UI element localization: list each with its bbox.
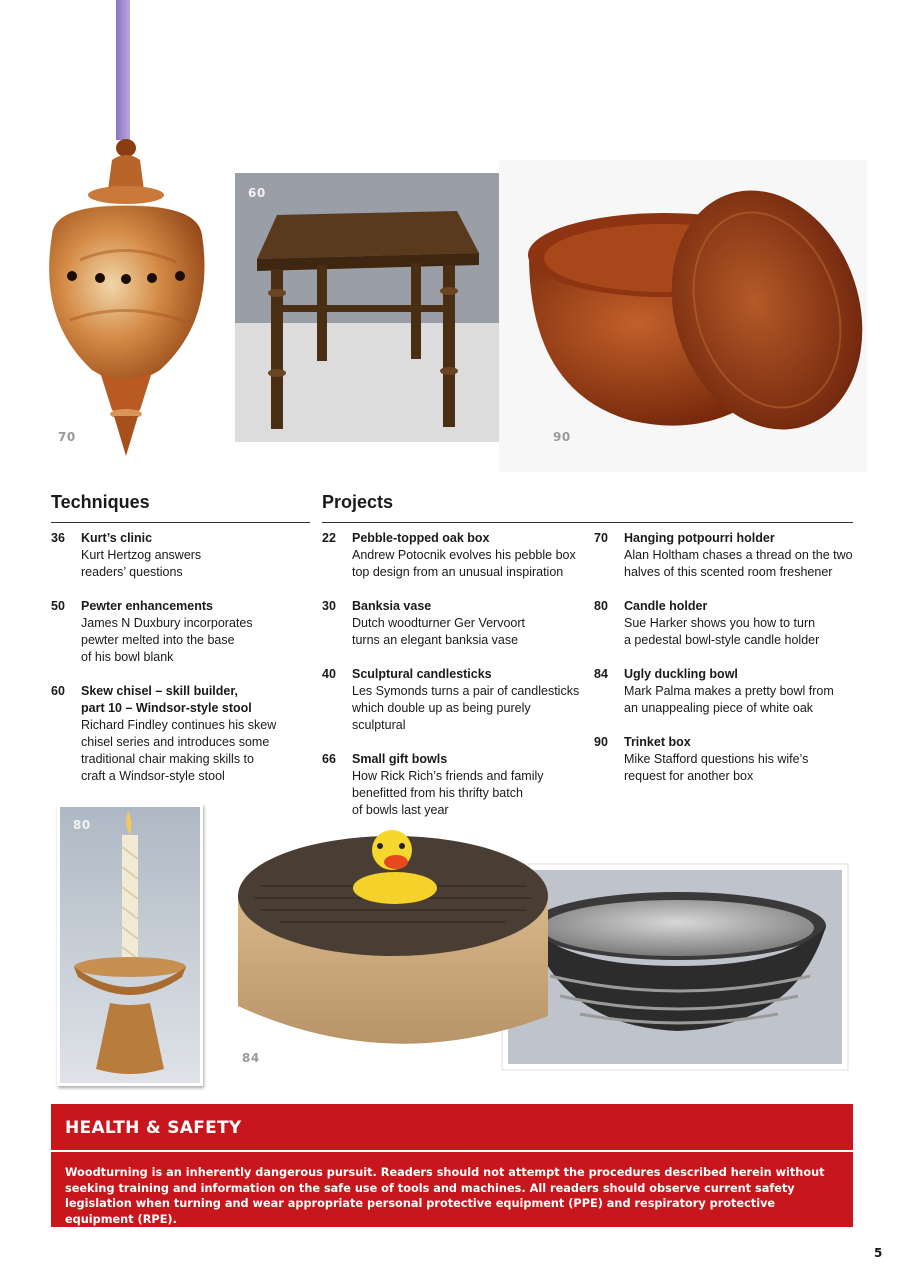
entry-page: 80 <box>594 599 608 613</box>
entry-page: 22 <box>322 531 336 545</box>
list-item[interactable] <box>594 530 853 581</box>
page-number-trinket-box: 90 <box>553 430 571 444</box>
candle-holder-illustration <box>60 807 200 1083</box>
windsor-stool-photo <box>235 173 499 442</box>
candle-holder-photo <box>57 804 203 1086</box>
entry-desc: Kurt Hertzog answers readers’ questions <box>81 548 202 579</box>
entry-page: 36 <box>51 531 65 545</box>
list-item[interactable] <box>51 530 310 581</box>
entry-title: Hanging potpourri holder <box>624 531 775 545</box>
entry-desc: Richard Findley continues his skew chisel series and introduces some traditional chair making skills to craft a Windsor-style stool <box>81 718 277 783</box>
entry-title: Candle holder <box>624 599 708 613</box>
entry-title: Pebble-topped oak box <box>352 531 490 545</box>
entry-page: 70 <box>594 531 608 545</box>
entry-page: 90 <box>594 735 608 749</box>
entry-title: Kurt’s clinic <box>81 531 153 545</box>
techniques-rule <box>51 522 310 523</box>
projects-list-column-2 <box>594 530 853 802</box>
entry-title: Small gift bowls <box>352 752 448 766</box>
list-item[interactable] <box>322 598 587 649</box>
entry-desc: James N Duxbury incorporates pewter melted into the base of his bowl blank <box>81 616 253 664</box>
entry-desc: Mark Palma makes a pretty bowl from an unappealing piece of white oak <box>624 684 834 715</box>
health-safety-box <box>51 1104 853 1227</box>
entry-desc: Mike Stafford questions his wife’s request for another box <box>624 752 809 783</box>
projects-list-column-1 <box>322 530 587 836</box>
entry-title: Sculptural candlesticks <box>352 667 492 681</box>
entry-page: 66 <box>322 752 336 766</box>
list-item[interactable] <box>51 683 310 785</box>
entry-page: 40 <box>322 667 336 681</box>
entry-desc: Andrew Potocnik evolves his pebble box top design from an unusual inspiration <box>352 548 576 579</box>
page-number-potpourri: 70 <box>58 430 76 444</box>
entry-desc: Sue Harker shows you how to turn a pedestal bowl-style candle holder <box>624 616 820 647</box>
trinket-box-photo <box>499 160 867 472</box>
entry-title: Trinket box <box>624 735 691 749</box>
list-item[interactable] <box>322 751 587 819</box>
page-number-stool: 60 <box>248 186 266 200</box>
duckling-bowl-illustration <box>230 826 852 1076</box>
entry-desc: Dutch woodturner Ger Vervoort turns an elegant banksia vase <box>352 616 525 647</box>
health-safety-title: HEALTH & SAFETY <box>65 1118 242 1138</box>
entry-title: Banksia vase <box>352 599 432 613</box>
entry-page: 84 <box>594 667 608 681</box>
entry-page: 50 <box>51 599 65 613</box>
entry-title: Pewter enhancements <box>81 599 213 613</box>
potpourri-holder-illustration <box>40 0 220 460</box>
entry-page: 60 <box>51 684 65 698</box>
entry-desc: Alan Holtham chases a thread on the two halves of this scented room freshener <box>624 548 853 579</box>
techniques-list <box>51 530 310 802</box>
health-safety-text: Woodturning is an inherently dangerous pursuit. Readers should not attempt the procedures described herein without seeking training and information on the safe use of tools and machines. All readers should observe current safety legislation when turning and wear appropriate personal protective equipment (PPE) and respiratory protective equipment (RPE). <box>65 1166 825 1226</box>
page-number: 5 <box>874 1246 883 1260</box>
entry-desc: How Rick Rich’s friends and family benefitted from his thrifty batch of bowls last year <box>352 769 544 817</box>
list-item[interactable] <box>322 530 587 581</box>
list-item[interactable] <box>594 598 853 649</box>
list-item[interactable] <box>594 666 853 717</box>
list-item[interactable] <box>51 598 310 666</box>
trinket-box-illustration <box>499 160 867 472</box>
duckling-bowl-photo <box>230 826 852 1076</box>
entry-title: Skew chisel – skill builder, part 10 – Windsor-style stool <box>81 684 252 715</box>
techniques-heading: Techniques <box>51 492 150 512</box>
page-number-candle-holder: 80 <box>73 818 91 832</box>
list-item[interactable] <box>322 666 587 734</box>
entry-desc: Les Symonds turns a pair of candlesticks which double up as being purely sculptural <box>352 684 580 732</box>
list-item[interactable] <box>594 734 853 785</box>
page-number-duckling-bowl: 84 <box>242 1051 260 1065</box>
projects-rule <box>322 522 853 523</box>
entry-page: 30 <box>322 599 336 613</box>
potpourri-holder-photo <box>40 0 220 460</box>
projects-heading: Projects <box>322 492 394 512</box>
health-safety-divider <box>51 1150 853 1152</box>
entry-title: Ugly duckling bowl <box>624 667 738 681</box>
windsor-stool-illustration <box>235 173 499 442</box>
